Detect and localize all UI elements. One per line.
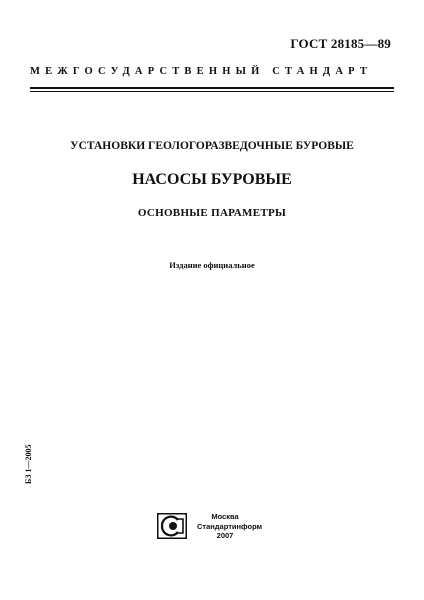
publisher-city: Москва	[211, 512, 239, 521]
edition-label: Издание официальное	[169, 260, 255, 270]
title-line-1: УСТАНОВКИ ГЕОЛОГОРАЗВЕДОЧНЫЕ БУРОВЫЕ	[70, 140, 354, 152]
side-code: БЗ 1—2005	[24, 444, 33, 484]
interstate-standard-banner: МЕЖГОСУДАРСТВЕННЫЙ СТАНДАРТ	[30, 66, 373, 77]
header-rule-thick	[30, 87, 394, 89]
standartinform-logo-icon	[157, 513, 187, 539]
standard-number: ГОСТ 28185—89	[290, 36, 391, 51]
publisher-year: 2007	[216, 531, 234, 540]
header-rule-thin	[30, 91, 394, 92]
publisher-name: Стандартинформ	[197, 521, 263, 531]
title-line-2: НАСОСЫ БУРОВЫЕ	[132, 171, 292, 188]
publisher-block	[197, 512, 263, 541]
title-line-3: ОСНОВНЫЕ ПАРАМЕТРЫ	[137, 207, 287, 219]
